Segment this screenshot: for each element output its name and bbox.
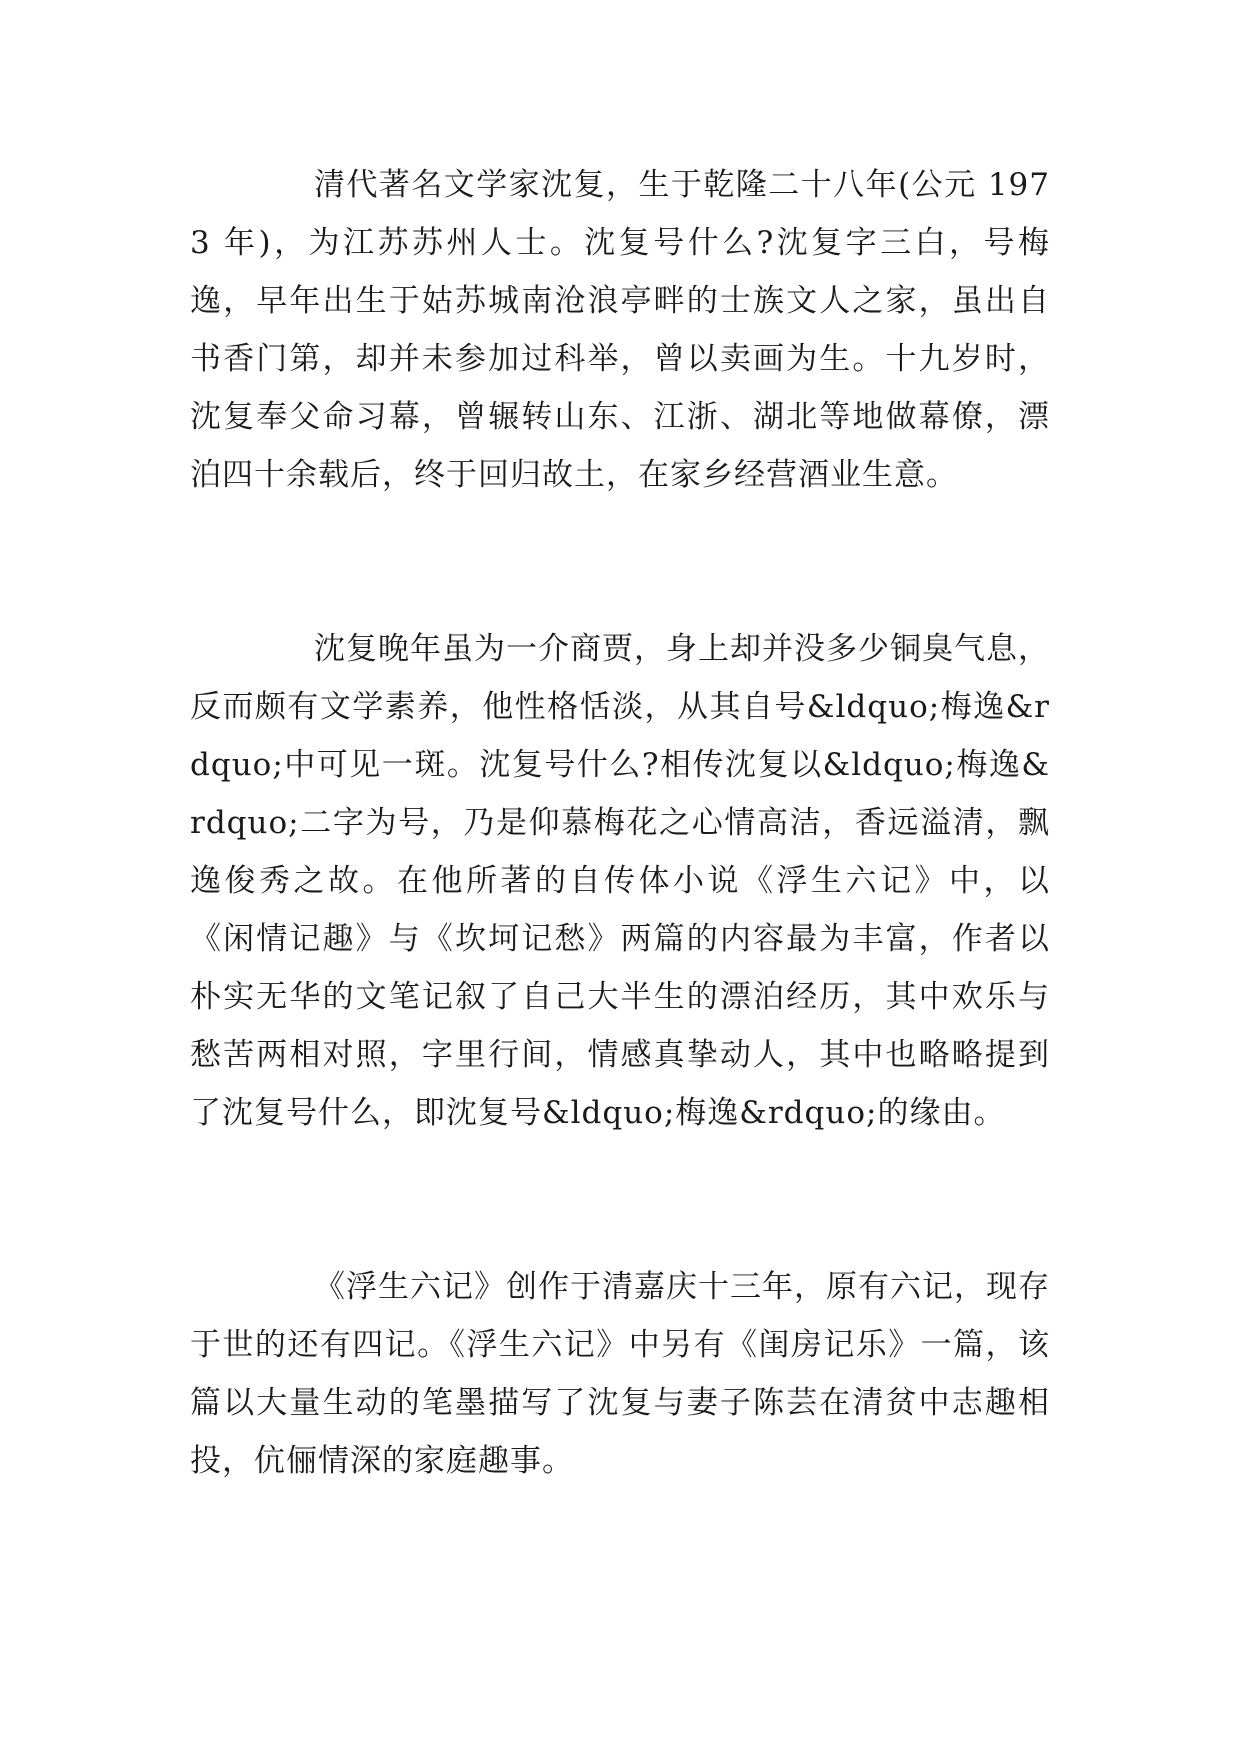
paragraph-3: 《浮生六记》创作于清嘉庆十三年，原有六记，现存于世的还有四记。《浮生六记》中另有《闺房记乐》一篇，该篇以大量生动的笔墨描写了沈复与妻子陈芸在清贫中志趣相投，伉俪情深的家庭趣事。 [190,1269,1050,1479]
paragraph-2: 沈复晚年虽为一介商贾，身上却并没多少铜臭气息，反而颇有文学素养，他性格恬淡，从其自号&ldquo;梅逸&rdquo;中可见一斑。沈复号什么?相传沈复以&ldquo;梅逸&rdquo;二字为号，乃是仰慕梅花之心情高洁，香远溢清，飘逸俊秀之故。在他所著的自传体小说《浮生六记》中，以《闲情记趣》与《坎坷记愁》两篇的内容最为丰富，作者以朴实无华的文笔记叙了自己大半生的漂泊经历，其中欢乐与愁苦两相对照，字里行间，情感真挚动人，其中也略略提到了沈复号什么，即沈复号&ldquo;梅逸&rdquo;的缘由。 [190,631,1050,1131]
paragraph-1: 清代著名文学家沈复，生于乾隆二十八年(公元 1973 年)，为江苏苏州人士。沈复号什么?沈复字三白，号梅逸，早年出生于姑苏城南沧浪亭畔的士族文人之家，虽出自书香门第，却并未参加过科举，曾以卖画为生。十九岁时，沈复奉父命习幕，曾辗转山东、江浙、湖北等地做幕僚，漂泊四十余载后，终于回归故土，在家乡经营酒业生意。 [190,167,1050,493]
